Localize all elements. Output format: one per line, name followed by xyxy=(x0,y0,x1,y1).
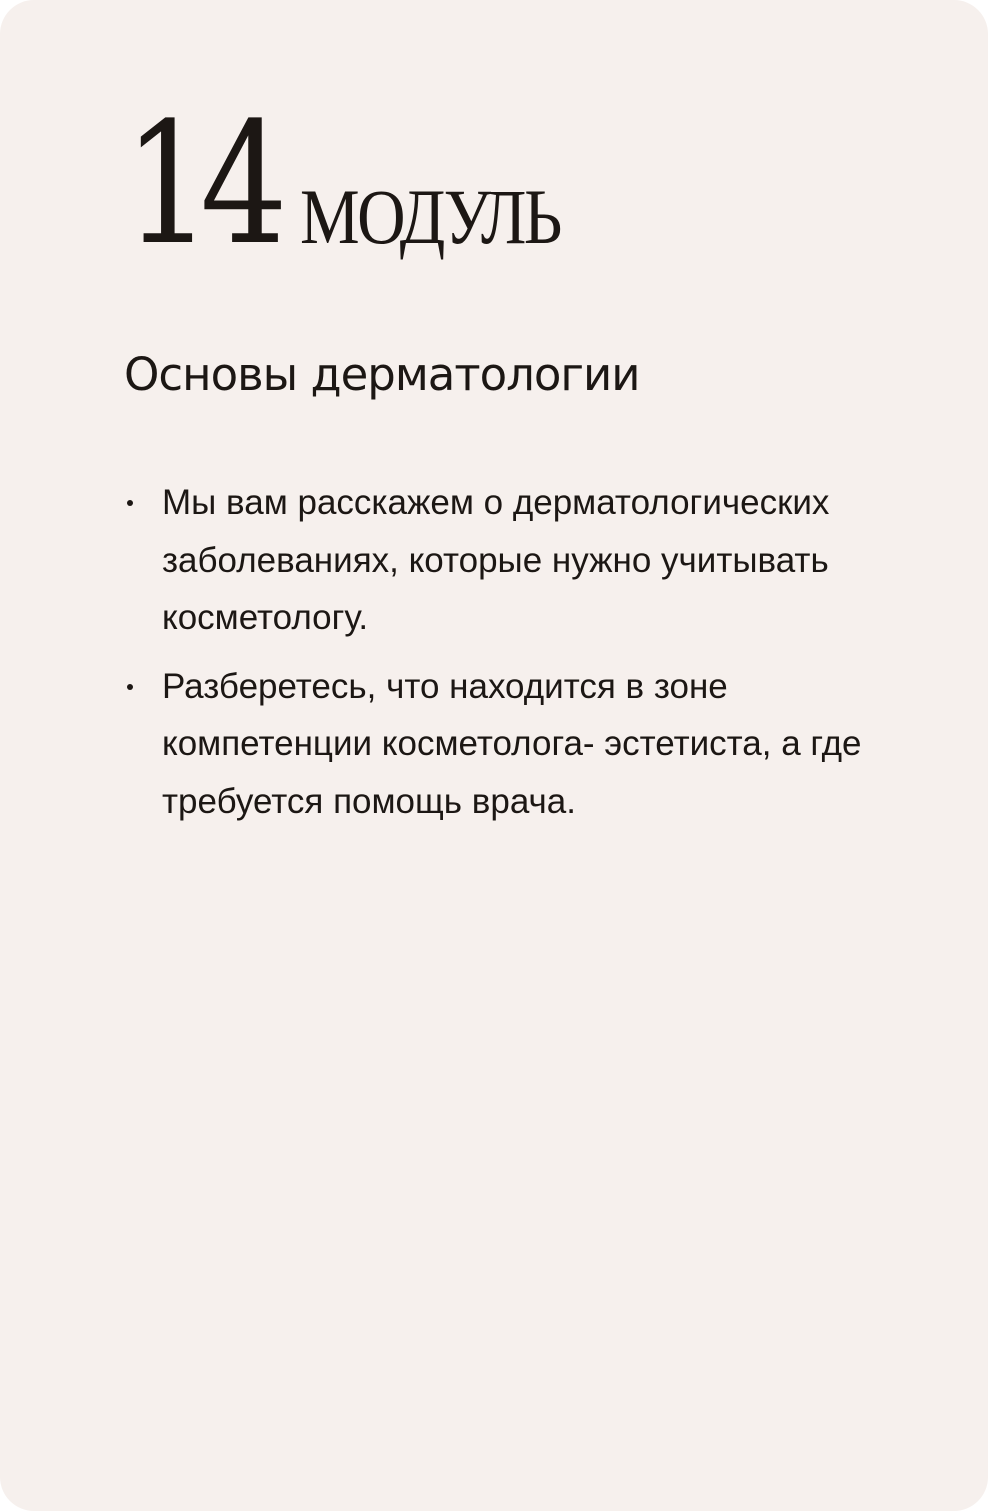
bullet-list xyxy=(124,474,864,841)
module-subtitle: Основы дерматологии xyxy=(124,348,640,401)
bullet-text: Разберетесь, что находится в зоне компетенции косметолога- эстетиста, а где требуется помощь врача. xyxy=(162,666,862,821)
list-item xyxy=(124,474,864,647)
module-word: МОДУЛЬ xyxy=(299,173,560,260)
bullet-text: Мы вам расскажем о дерматологических заболеваниях, которые нужно учитывать косметологу. xyxy=(162,483,830,637)
bullet-dot-icon xyxy=(127,684,133,690)
list-item xyxy=(124,658,864,831)
module-heading xyxy=(124,86,602,282)
bullet-dot-icon xyxy=(127,500,133,506)
module-number: 14 xyxy=(124,86,277,282)
